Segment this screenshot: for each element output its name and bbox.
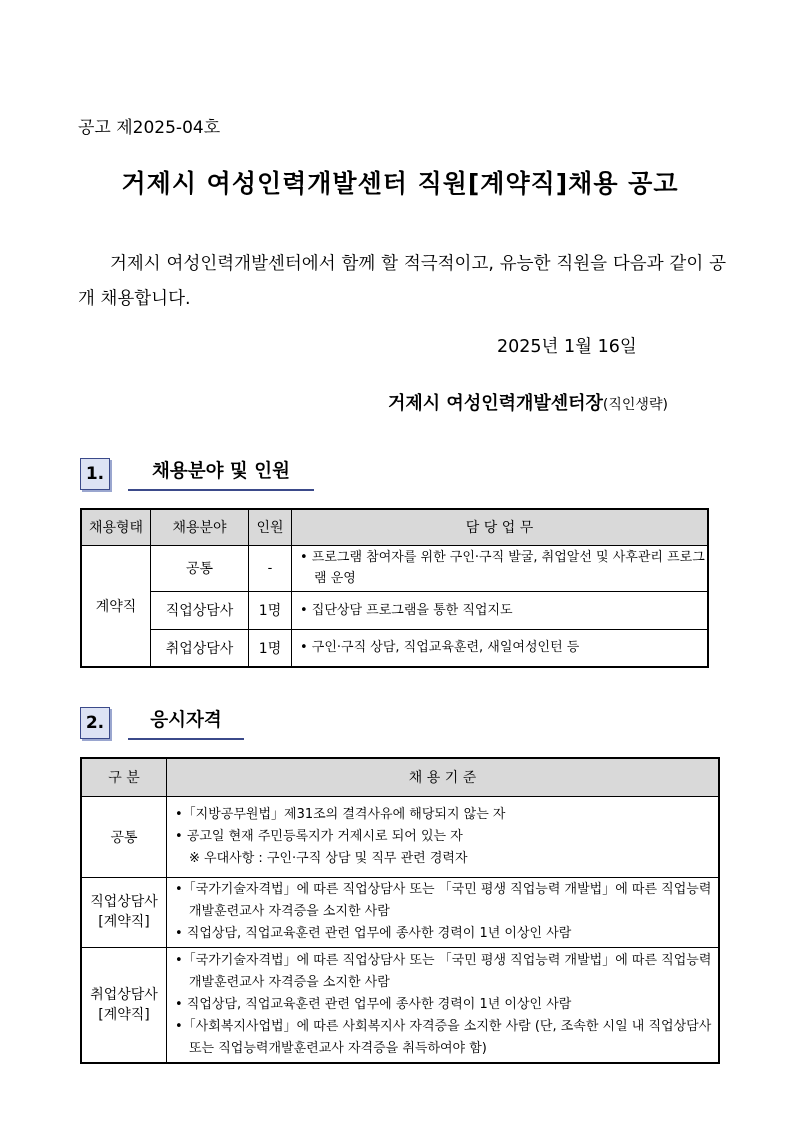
issuer xyxy=(388,389,668,415)
duty-text: • 집단상담 프로그램을 통한 직업지도 xyxy=(300,602,513,618)
duty-cell xyxy=(292,545,709,591)
field-cell: 취업상담사 xyxy=(151,629,249,667)
employment-type-cell: 계약직 xyxy=(81,545,151,667)
announcement-date: 2025년 1월 16일 xyxy=(497,337,637,357)
table-row xyxy=(81,591,708,629)
field-cell: 직업상담사 xyxy=(151,591,249,629)
table-row xyxy=(81,796,719,877)
category-cell: 공통 xyxy=(81,796,167,877)
criteria-item: •「사회복지사업법」에 따른 사회복지사 자격증을 소지한 사람 (단, 조속한 시일 내 직업상담사 또는 직업능력개발훈련교사 자격증을 취득하여야 함) xyxy=(175,1018,712,1056)
criteria-cell xyxy=(167,796,720,877)
notice-number: 공고 제2025-04호 xyxy=(78,118,221,138)
table-row xyxy=(81,877,719,947)
table-row xyxy=(81,629,708,667)
criteria-item: •「국가기술자격법」에 따른 직업상담사 또는 「국민 평생 직업능력 개발법」에 따른 직업능력개발훈련교사 자격증을 소지한 사람 xyxy=(175,952,712,990)
header-criteria: 채 용 기 준 xyxy=(167,758,720,796)
category-sub: [계약직] xyxy=(98,1006,150,1023)
criteria-item: •「국가기술자격법」에 따른 직업상담사 또는 「국민 평생 직업능력 개발법」에 따른 직업능력개발훈련교사 자격증을 소지한 사람 xyxy=(175,882,712,919)
criteria-item: • 직업상담, 직업교육훈련 관련 업무에 종사한 경력이 1년 이상인 사람 xyxy=(175,926,572,941)
header-duty: 담 당 업 무 xyxy=(292,509,709,545)
intro-paragraph: 거제시 여성인력개발센터에서 함께 할 적극적이고, 유능한 직원을 다음과 같이 공개 채용합니다. xyxy=(78,254,726,309)
header-field: 채용분야 xyxy=(151,509,249,545)
qualification-table xyxy=(80,757,720,1064)
category-name: 직업상담사 xyxy=(90,894,158,910)
duty-text: • 구인·구직 상담, 직업교육훈련, 새일여성인턴 등 xyxy=(300,640,580,656)
criteria-cell xyxy=(167,877,720,947)
section1-title: 채용분야 및 인원 xyxy=(128,457,314,491)
section2-title: 응시자격 xyxy=(128,706,244,740)
criteria-item: •「지방공무원법」제31조의 결격사유에 해당되지 않는 자 xyxy=(175,806,506,822)
category-sub: [계약직] xyxy=(98,914,150,930)
header-type: 채용형태 xyxy=(81,509,151,545)
count-cell: 1명 xyxy=(249,629,292,667)
issuer-seal-note: (직인생략) xyxy=(602,397,668,413)
table-row xyxy=(81,545,708,591)
criteria-item: • 공고일 현재 주민등록지가 거제시로 되어 있는 자 xyxy=(175,828,463,844)
header-category: 구 분 xyxy=(81,758,167,796)
header-count: 인원 xyxy=(249,509,292,545)
count-cell: - xyxy=(249,545,292,591)
category-cell xyxy=(81,877,167,947)
preference-note: ※ 우대사항 : 구인·구직 상담 및 직무 관련 경력자 xyxy=(189,850,468,866)
section1-number: 1. xyxy=(80,458,110,490)
category-cell xyxy=(81,947,167,1063)
recruitment-table xyxy=(80,508,709,668)
field-cell: 공통 xyxy=(151,545,249,591)
duty-cell xyxy=(292,591,709,629)
duty-cell xyxy=(292,629,709,667)
duty-text: • 프로그램 참여자를 위한 구인·구직 발굴, 취업알선 및 사후관리 프로그램 운영 xyxy=(300,550,705,586)
criteria-item: • 직업상담, 직업교육훈련 관련 업무에 종사한 경력이 1년 이상인 사람 xyxy=(175,996,572,1012)
criteria-cell xyxy=(167,947,720,1063)
count-cell: 1명 xyxy=(249,591,292,629)
category-name: 취업상담사 xyxy=(90,986,158,1003)
table-row xyxy=(81,947,719,1063)
issuer-name: 거제시 여성인력개발센터장 xyxy=(388,393,603,414)
section2-number: 2. xyxy=(80,707,110,739)
document-title: 거제시 여성인력개발센터 직원[계약직]채용 공고 xyxy=(121,169,679,198)
